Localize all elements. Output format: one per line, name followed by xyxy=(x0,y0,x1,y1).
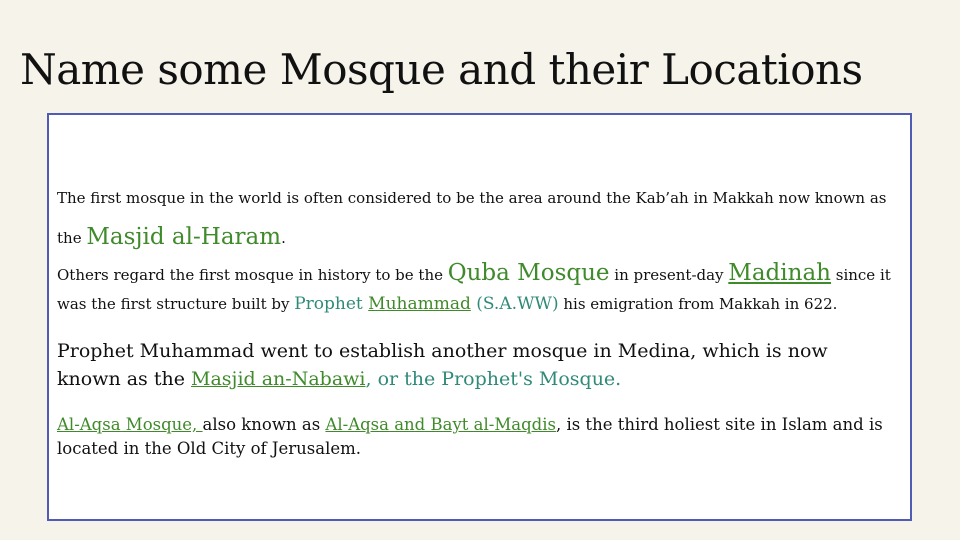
paragraph-masjid-an-nabawi xyxy=(57,337,877,393)
prophets-mosque-text: , or the Prophet's Mosque. xyxy=(365,368,622,390)
text: , is the third holiest site in Islam and is located in the Old City of Jerusalem. xyxy=(57,415,883,458)
quba-mosque-text: Quba Mosque xyxy=(447,260,610,286)
text: Others regard the first mosque in history to be the xyxy=(57,266,448,284)
text: in present-day xyxy=(609,266,729,284)
masjid-an-nabawi-link[interactable]: Masjid an-Nabawi xyxy=(191,368,366,390)
text: Prophet Muhammad went to establish another mosque in Medina, which is now known as the xyxy=(57,340,828,390)
muhammad-link[interactable]: Muhammad xyxy=(368,294,471,314)
text: . xyxy=(281,229,286,247)
bayt-al-maqdis-link[interactable]: Al-Aqsa and Bayt al-Maqdis xyxy=(325,415,556,434)
prophet-text: Prophet xyxy=(294,294,369,314)
masjid-al-haram-text: Masjid al-Haram xyxy=(86,224,282,250)
content-box xyxy=(47,113,912,521)
madinah-link[interactable]: Madinah xyxy=(728,260,831,286)
paragraph-masjid-al-haram xyxy=(57,179,907,257)
paragraph-quba-mosque xyxy=(57,259,907,319)
text: The first mosque in the world is often considered to be the area around the Kab’ah in Makkah now known as the xyxy=(57,189,887,247)
slide-title: Name some Mosque and their Locations xyxy=(20,45,863,94)
text: his emigration from Makkah in 622. xyxy=(558,295,838,313)
saww-text: (S.A.WW) xyxy=(470,294,559,314)
text: also known as xyxy=(202,415,326,434)
paragraph-al-aqsa xyxy=(57,413,897,461)
al-aqsa-mosque-link[interactable]: Al-Aqsa Mosque, xyxy=(57,415,203,434)
text: since it was the first structure built by xyxy=(57,266,891,313)
